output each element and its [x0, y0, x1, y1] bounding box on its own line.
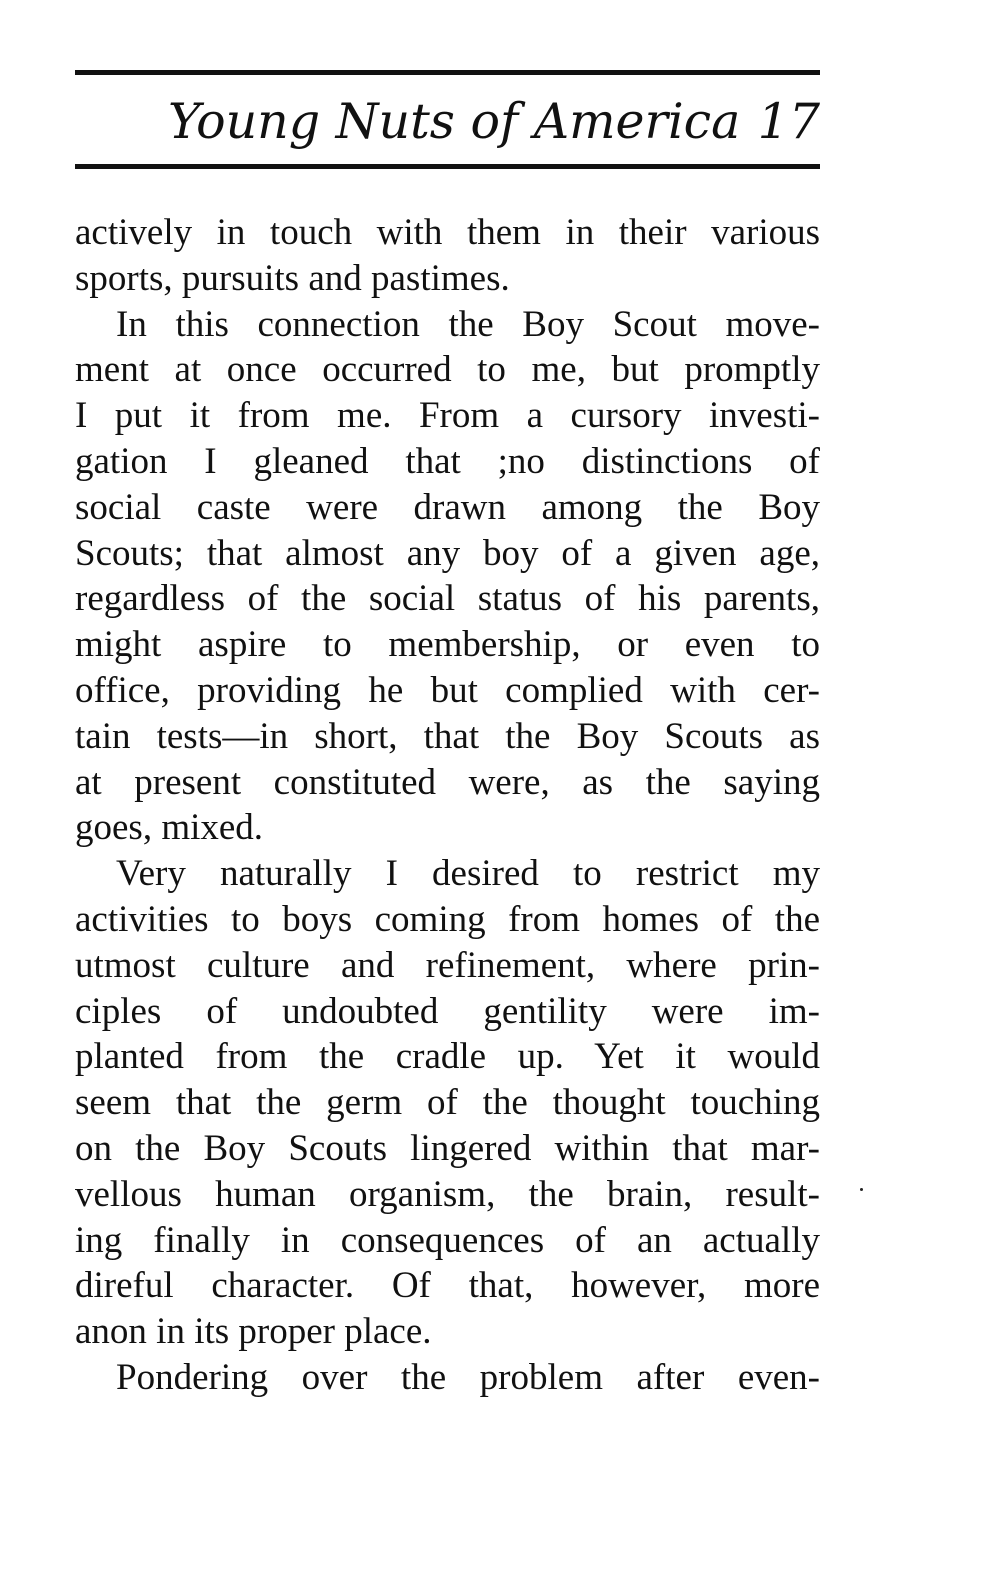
- text-line: goes, mixed.: [75, 807, 264, 849]
- text-line: actively in touch with them in their various: [75, 212, 820, 253]
- text-line: tain tests—in short, that the Boy Scouts as: [75, 715, 820, 757]
- text-line: vellous human organism, the brain, result-: [75, 1173, 820, 1215]
- running-head: [75, 86, 820, 158]
- text-line: sports, pursuits and pastimes.: [75, 257, 510, 299]
- print-speck: [860, 1188, 863, 1191]
- header-rule-top: [75, 70, 820, 75]
- header-rule-bottom: [75, 164, 820, 169]
- text-line: utmost culture and refinement, where prin-: [75, 944, 820, 986]
- text-line: ciples of undoubted gentility were im-: [75, 990, 820, 1032]
- text-line: office, providing he but complied with cer-: [75, 669, 820, 711]
- text-line: Very naturally I desired to restrict my: [116, 853, 820, 895]
- text-line: social caste were drawn among the Boy: [75, 486, 820, 528]
- text-line: In this connection the Boy Scout move-: [116, 303, 820, 345]
- text-line: activities to boys coming from homes of the: [75, 898, 820, 940]
- text-line: ment at once occurred to me, but promptly: [75, 349, 820, 391]
- text-line: regardless of the social status of his parents,: [75, 578, 820, 620]
- text-line: seem that the germ of the thought touching: [75, 1082, 820, 1124]
- text-line: planted from the cradle up. Yet it would: [75, 1036, 820, 1078]
- text-line: on the Boy Scouts lingered within that mar-: [75, 1127, 820, 1169]
- page-number: 17: [757, 93, 820, 150]
- text-line: at present constituted were, as the saying: [75, 761, 820, 803]
- text-line: might aspire to membership, or even to: [75, 624, 820, 666]
- text-line: Scouts; that almost any boy of a given age,: [75, 532, 820, 574]
- body-text: [75, 210, 820, 1401]
- text-line: anon in its proper place.: [75, 1311, 432, 1353]
- running-title: Young Nuts of America: [168, 93, 741, 150]
- text-line: ing finally in consequences of an actually: [75, 1219, 820, 1261]
- text-line: direful character. Of that, however, more: [75, 1265, 820, 1307]
- text-line: gation I gleaned that ;no distinctions of: [75, 440, 820, 482]
- text-line: I put it from me. From a cursory investi-: [75, 395, 820, 437]
- text-line: Pondering over the problem after even-: [116, 1356, 820, 1398]
